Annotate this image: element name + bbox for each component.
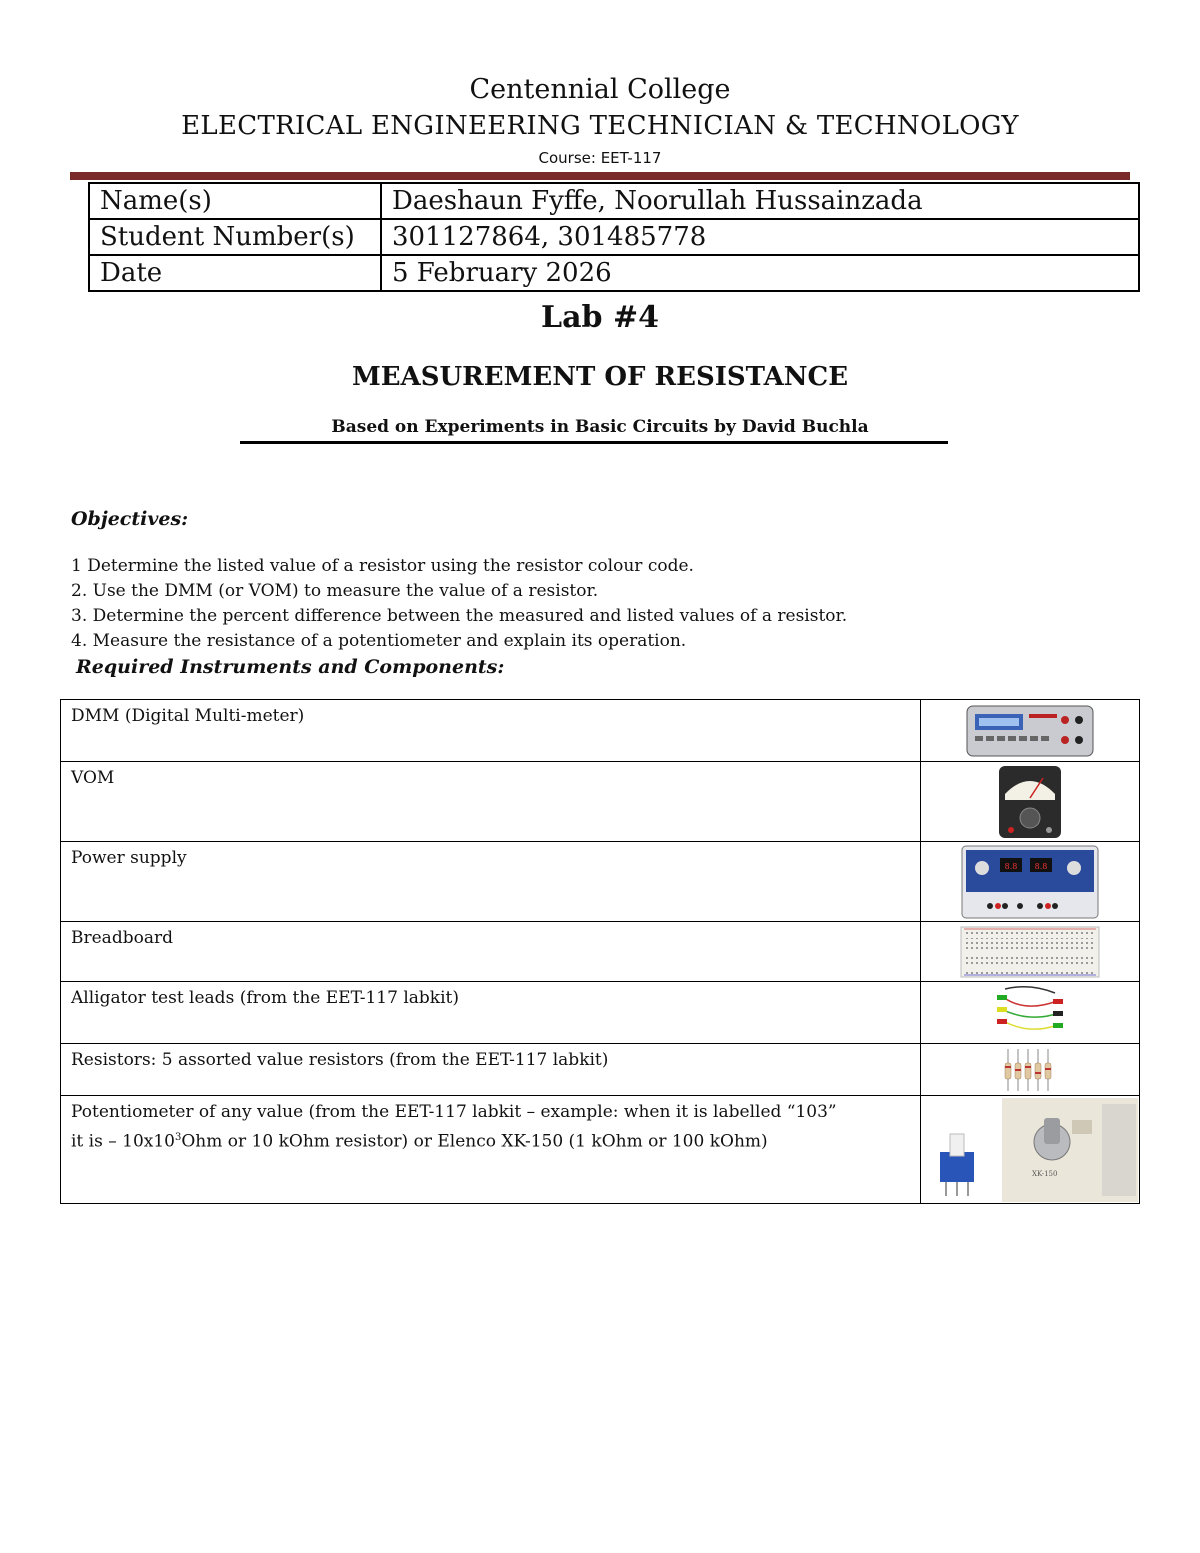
component-label: DMM (Digital Multi-meter): [61, 700, 921, 762]
resistors-icon: [1000, 1047, 1060, 1093]
list-item: 2. Use the DMM (or VOM) to measure the value of a resistor.: [71, 581, 599, 601]
potentiometer-line-1: Potentiometer of any value (from the EET-117 labkit – example: when it is labelled “103”: [71, 1102, 837, 1122]
student-info-table: [88, 182, 1140, 292]
header-divider: [70, 172, 1130, 180]
dmm-icon: [965, 702, 1095, 760]
table-row: [89, 183, 1139, 219]
exponent: 3: [175, 1132, 182, 1143]
component-label: Power supply: [61, 842, 921, 922]
component-label: Breadboard: [61, 922, 921, 982]
college-name: Centennial College: [469, 74, 731, 105]
potentiometer-label: [61, 1096, 921, 1204]
lab-title: MEASUREMENT OF RESISTANCE: [351, 362, 849, 392]
lab-number: Lab #4: [541, 300, 659, 335]
table-row: [61, 842, 1140, 922]
component-label: Resistors: 5 assorted value resistors (from the EET-117 labkit): [61, 1044, 921, 1096]
power-supply-icon: [960, 844, 1100, 920]
table-row: [89, 255, 1139, 291]
title-underline: [240, 441, 948, 444]
svg-text:8.8: 8.8: [1004, 861, 1018, 871]
student-number-value: 301127864, 301485778: [381, 219, 1139, 255]
table-row: [61, 762, 1140, 842]
table-row: [61, 1096, 1140, 1204]
svg-text:8.8: 8.8: [1034, 861, 1048, 871]
objectives-list: [71, 556, 847, 656]
course-code: Course: EET-117: [538, 149, 662, 167]
table-row: [61, 1044, 1140, 1096]
component-label: VOM: [61, 762, 921, 842]
potentiometer-icon: [922, 1098, 1138, 1202]
potentiometer-line-2b: Ohm or 10 kOhm resistor) or Elenco XK-150 (1 kOhm or 100 kOhm): [181, 1131, 768, 1152]
names-label: Name(s): [89, 183, 381, 219]
date-value: 5 February 2026: [381, 255, 1139, 291]
based-on-text: Based on Experiments in Basic Circuits by David Buchla: [331, 417, 869, 437]
list-item: 3. Determine the percent difference between the measured and listed values of a resistor.: [71, 606, 848, 626]
names-value: Daeshaun Fyffe, Noorullah Hussainzada: [381, 183, 1139, 219]
svg-text:XK-150: XK-150: [1032, 1169, 1058, 1178]
breadboard-icon: [960, 926, 1100, 978]
date-label: Date: [89, 255, 381, 291]
components-table: [60, 699, 1140, 1204]
component-label: Alligator test leads (from the EET-117 labkit): [61, 982, 921, 1044]
table-row: [61, 700, 1140, 762]
objectives-heading: Objectives:: [71, 508, 189, 530]
table-row: [89, 219, 1139, 255]
table-row: [61, 982, 1140, 1044]
table-row: [61, 922, 1140, 982]
potentiometer-line-2a: it is – 10x10: [71, 1131, 175, 1152]
department-name: ELECTRICAL ENGINEERING TECHNICIAN & TECHNOLOGY: [181, 111, 1019, 141]
list-item: 4. Measure the resistance of a potentiometer and explain its operation.: [71, 631, 687, 651]
alligator-leads-icon: [995, 983, 1065, 1043]
required-heading: Required Instruments and Components:: [76, 656, 505, 678]
list-item: 1 Determine the listed value of a resistor using the resistor colour code.: [71, 556, 694, 576]
vom-icon: [995, 764, 1065, 840]
student-number-label: Student Number(s): [89, 219, 381, 255]
